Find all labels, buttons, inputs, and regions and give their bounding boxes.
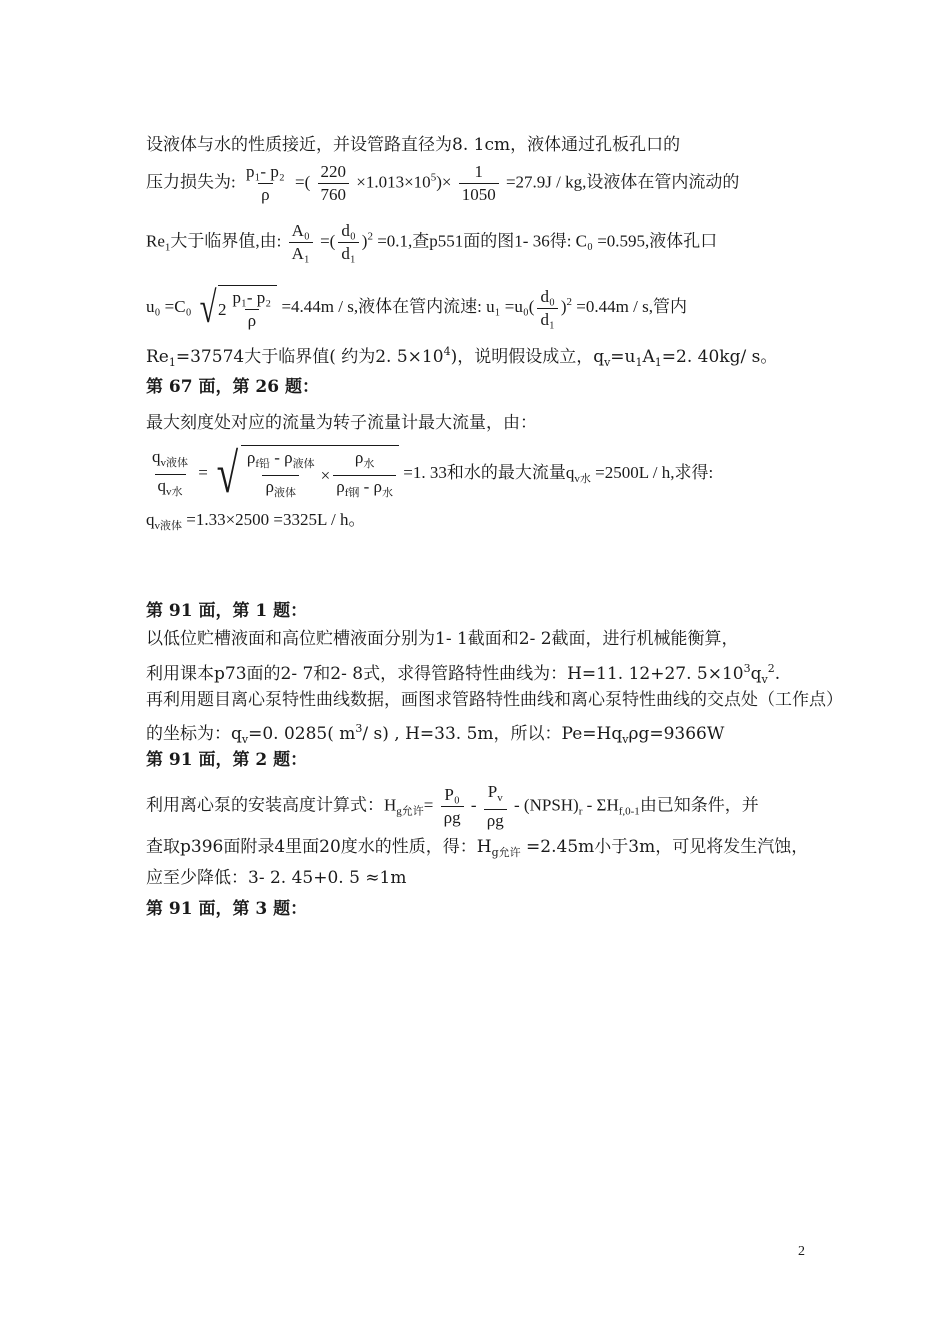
text-line-pipe-curve: [146, 657, 780, 692]
formula-text: =0.44m / s,管内: [576, 296, 687, 316]
fraction-density-1: [244, 448, 318, 503]
fraction-den: ρg: [484, 809, 507, 831]
fraction-Pv-rhog: [484, 782, 507, 831]
fraction-220-760: [318, 162, 350, 205]
fraction-den: 1050: [459, 183, 499, 205]
formula-text: =(: [320, 231, 336, 251]
formula-text: =27.9J / kg,设液体在管内流动的: [505, 172, 740, 192]
subscript: v: [761, 673, 768, 686]
fraction-num: P₀: [444, 785, 460, 804]
fraction-den: ρ: [258, 183, 272, 205]
text-line-1: 设液体与水的性质接近，并设管路直径为8. 1cm，液体通过孔板孔口的: [146, 135, 681, 155]
formula-text: q: [146, 510, 155, 529]
formula-text: - (NPSH): [514, 795, 579, 815]
sqrt-body: [218, 285, 277, 331]
section-heading: 第 67 面，第 26 题：: [146, 377, 319, 397]
fraction-den: [333, 475, 396, 503]
formula-text: Re: [146, 231, 165, 251]
formula-text: 由已知条件，并: [639, 795, 759, 815]
formula-text: 的坐标为：q: [146, 724, 242, 744]
fraction-num: d₀: [540, 286, 555, 306]
subscript: v水: [166, 485, 183, 498]
subscript: 液体: [273, 487, 296, 499]
exponent: 2: [566, 295, 573, 308]
formula-text: ): [361, 231, 368, 251]
formula-text: A: [642, 347, 655, 367]
formula-text: / s) , H=33. 5m，所以：Pe=Hq: [362, 724, 623, 744]
fraction-num: d₀: [341, 221, 356, 240]
fraction-num: [244, 448, 318, 475]
formula-text: .: [774, 664, 781, 684]
fraction-num: [149, 447, 191, 474]
subscript: 1: [635, 356, 643, 369]
text-line-npsh: [146, 835, 808, 865]
formula-text: 查取p396面附录4里面20度水的性质，得：H: [146, 837, 492, 857]
exponent: 2: [767, 662, 775, 675]
subscript: 1: [164, 241, 171, 254]
fraction-num: p₁- p₂: [232, 288, 272, 307]
formula-text: 2: [217, 299, 227, 319]
fraction-p1-p2-rho: [243, 162, 288, 205]
fraction-A0-A1: [289, 221, 313, 264]
formula-text: =4.44m / s,液体在管内流速: u₁ =u₀(: [281, 296, 535, 316]
formula-text: =0. 0285( m: [248, 724, 356, 744]
fraction-den: d₁: [338, 242, 358, 264]
subscript: v液体: [154, 520, 182, 532]
formula-rotameter: [146, 445, 713, 503]
formula-text: 大于临界值,由:: [170, 231, 282, 251]
subscript: v液体: [160, 456, 188, 469]
formula-text: q: [157, 475, 166, 495]
formula-text: Re: [146, 347, 169, 367]
formula-text: =2.45m小于3m，可见将发生汽蚀，: [520, 837, 809, 857]
fraction-1-1050: [459, 162, 499, 205]
formula-text: ×: [320, 465, 331, 485]
formula-text: =1.33×2500 =3325L / h。: [182, 510, 366, 529]
exponent: 3: [355, 722, 363, 735]
formula-result: [146, 508, 366, 538]
subscript: 1: [168, 356, 176, 369]
formula-area-ratio: [146, 221, 717, 264]
section-heading: 第 91 面，第 2 题：: [146, 750, 308, 770]
radical-sign: √: [199, 283, 217, 332]
text-line-reynolds: [146, 340, 777, 375]
formula-lead: 压力损失为:: [146, 172, 236, 192]
subscript: 水: [363, 458, 375, 470]
formula-text: P: [487, 782, 498, 801]
fraction-num: A₀: [291, 221, 310, 240]
formula-text: =: [423, 795, 434, 815]
formula-text: =2. 40kg/ s。: [661, 347, 778, 367]
formula-text: =u: [610, 347, 636, 367]
text-line: 再利用题目离心泵特性曲线数据，画图求管路特性曲线和离心泵特性曲线的交点处（工作点）: [146, 690, 843, 710]
fraction-den: [155, 474, 186, 502]
formula-text: )×: [436, 172, 452, 192]
subscript: g允许: [396, 805, 424, 818]
formula-text: 利用课本p73面的2- 7和2- 8式，求得管路特性曲线为：H=11. 12+27. 5×10: [146, 664, 744, 684]
formula-text: q: [750, 664, 762, 684]
fraction-num: [352, 448, 377, 475]
fraction-num: 1: [474, 162, 483, 181]
formula-text: )，说明假设成立，q: [450, 347, 605, 367]
subscript: g允许: [491, 846, 521, 859]
fraction-den: ρg: [441, 806, 464, 828]
subscript: v: [604, 356, 611, 369]
subscript: 1: [654, 356, 662, 369]
formula-pressure-loss: [146, 162, 739, 205]
fraction-den: d₁: [537, 308, 557, 330]
fraction-den: ρ: [245, 309, 259, 331]
formula-text: =2500L / h,求得:: [590, 462, 714, 482]
formula-text: -: [470, 795, 481, 815]
text-line-operating-point: [146, 717, 724, 752]
section-heading: 第 91 面，第 3 题：: [146, 899, 308, 919]
formula-text: ρ: [265, 477, 274, 496]
fraction-den: 760: [318, 183, 350, 205]
fraction-density-2: [333, 448, 396, 503]
text-line: 以低位贮槽液面和高位贮槽液面分别为1- 1截面和2- 2截面，进行机械能衡算，: [146, 629, 739, 649]
fraction-p1-p2-rho: [229, 288, 274, 331]
formula-text: ): [560, 296, 567, 316]
formula-install-height: [146, 782, 759, 831]
fraction-den: [262, 475, 298, 503]
exponent: 4: [443, 345, 451, 358]
formula-text: =: [198, 462, 208, 482]
subscript: r: [578, 805, 583, 818]
exponent: 5: [430, 171, 437, 184]
fraction-den: A₁: [289, 242, 313, 264]
text-line: 应至少降低：3- 2. 45+0. 5 ≈1m: [146, 868, 407, 888]
formula-text: =1. 33和水的最大流量q: [403, 462, 575, 482]
subscript: v: [622, 733, 629, 746]
formula-text: =(: [295, 172, 311, 192]
fraction-q-ratio: [149, 447, 191, 502]
subscript: 水: [382, 487, 394, 499]
subscript: 液体: [292, 458, 315, 470]
fraction-P0-rhog: [441, 785, 464, 828]
subscript: f,0-1: [618, 805, 640, 818]
formula-text: ×1.013×10: [356, 172, 431, 192]
text-line: 最大刻度处对应的流量为转子流量计最大流量，由：: [146, 413, 537, 433]
formula-text: =0.1,查p551面的图1- 36得: C₀ =0.595,液体孔口: [377, 231, 718, 251]
page-number: 2: [798, 1244, 805, 1259]
formula-text: ρg=9366W: [628, 724, 725, 744]
formula-text: 利用离心泵的安装高度计算式：H: [146, 795, 397, 815]
sqrt: [212, 445, 399, 503]
formula-text: ρ: [246, 448, 256, 467]
formula-text: - ρ: [269, 448, 293, 467]
sqrt-body: [241, 445, 399, 503]
fraction-d0-d1: [537, 287, 557, 330]
formula-text: - ρ: [359, 477, 383, 496]
subscript: f铅: [255, 458, 270, 470]
formula-text: u₀ =C₀: [146, 296, 192, 316]
fraction-num: p₁- p₂: [245, 162, 285, 181]
subscript: f钢: [344, 487, 360, 499]
subscript: v水: [574, 472, 591, 485]
fraction-num: [485, 782, 506, 809]
exponent: 3: [743, 662, 751, 675]
exponent: 2: [367, 230, 373, 243]
formula-text: ρ: [336, 477, 345, 496]
formula-text: =37574大于临界值( 约为2. 5×10: [175, 347, 444, 367]
formula-text: - ΣH: [582, 795, 619, 815]
fraction-d0-d1: [338, 221, 358, 264]
formula-text: q: [152, 446, 161, 466]
subscript: v: [241, 733, 249, 746]
fraction-num: 220: [320, 162, 346, 181]
formula-velocity: [146, 285, 687, 331]
radical-sign: √: [216, 443, 239, 505]
section-heading: 第 91 面，第 1 题：: [146, 601, 308, 621]
formula-text: ρ: [354, 448, 364, 467]
sqrt: [196, 285, 277, 331]
subscript: v: [497, 792, 503, 804]
